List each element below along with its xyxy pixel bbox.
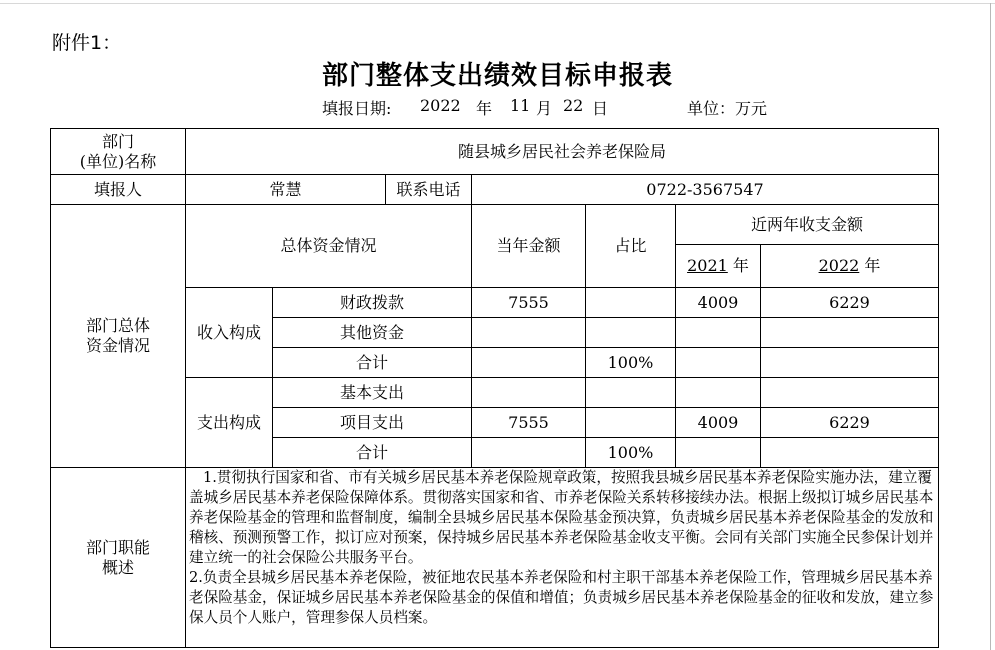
duties-label: 部门职能 概述 [51, 468, 186, 648]
row-2021: 4009 [676, 288, 761, 318]
row-2021 [676, 438, 761, 468]
row-name: 项目支出 [273, 408, 472, 438]
row-ratio [586, 318, 676, 348]
two-year-header: 近两年收支金额 [676, 205, 939, 245]
year-2021-header: 2021 年 [676, 245, 761, 288]
date-day: 22 [563, 96, 584, 115]
overall-funds-header: 总体资金情况 [186, 205, 472, 288]
row-ratio: 100% [586, 438, 676, 468]
dept-name-label: 部门 (单位)名称 [51, 129, 186, 175]
funds-section-label: 部门总体 资金情况 [51, 205, 186, 468]
row-2022 [761, 348, 939, 378]
row-amount [472, 318, 586, 348]
row-ratio [586, 408, 676, 438]
year-2022-header: 2022 年 [761, 245, 939, 288]
row-amount: 7555 [472, 288, 586, 318]
date-year: 2022 [420, 96, 461, 115]
duties-paragraph-2: 2.负责全县城乡居民基本养老保险，被征地农民基本养老保险和村主职干部基本养老保险工作，管理城乡居民基本养老保险基金，保证城乡居民基本养老保险基金的保值和增值；负责城乡居民基本养老保险基金的征收和发放，建立参保人员个人账户，管理参保人员档案。 [189, 569, 934, 626]
row-2022 [761, 378, 939, 408]
form-title: 部门整体支出绩效目标申报表 [321, 61, 673, 91]
row-amount [472, 348, 586, 378]
date-month: 11 [510, 96, 531, 115]
performance-form-table [50, 128, 939, 648]
date-year-unit: 年 [476, 99, 493, 118]
year-2021-value: 2021 [687, 256, 728, 275]
ratio-header: 占比 [586, 205, 676, 288]
date-month-unit: 月 [536, 99, 553, 118]
current-amount-header: 当年金额 [472, 205, 586, 288]
row-amount: 7555 [472, 408, 586, 438]
row-2021 [676, 348, 761, 378]
year-2022-value: 2022 [818, 256, 860, 275]
page-right-edge [990, 3, 991, 650]
row-2022: 6229 [761, 408, 939, 438]
reporter-label: 填报人 [51, 175, 186, 205]
duties-text [186, 468, 939, 648]
date-label: 填报日期: [322, 99, 392, 118]
phone-label: 联系电话 [386, 175, 472, 205]
row-2022 [761, 438, 939, 468]
row-ratio [586, 288, 676, 318]
dept-name-value: 随县城乡居民社会养老保险局 [186, 129, 939, 175]
row-2022: 6229 [761, 288, 939, 318]
row-2021 [676, 378, 761, 408]
row-2021: 4009 [676, 408, 761, 438]
reporter-name: 常慧 [186, 175, 386, 205]
row-name: 合计 [273, 438, 472, 468]
attachment-label: 附件1： [52, 32, 122, 54]
expense-label: 支出构成 [186, 378, 273, 468]
unit-label: 单位：万元 [687, 99, 768, 118]
row-amount [472, 378, 586, 408]
row-name: 财政拨款 [273, 288, 472, 318]
window-top-edge [0, 0, 995, 4]
row-2022 [761, 318, 939, 348]
row-amount [472, 438, 586, 468]
row-ratio: 100% [586, 348, 676, 378]
row-ratio [586, 378, 676, 408]
phone-value: 0722-3567547 [472, 175, 939, 205]
row-name: 合计 [273, 348, 472, 378]
row-name: 基本支出 [273, 378, 472, 408]
duties-paragraph-1: 1.贯彻执行国家和省、市有关城乡居民基本养老保险规章政策，按照我县城乡居民基本养老保险实施办法，建立覆盖城乡居民基本养老保险保障体系。贯彻落实国家和省、市养老保险关系转移接续办法。根据上级拟订城乡居民基本养老保险基金的管理和监督制度，编制全县城乡居民基本保险基金预决算，负责城乡居民基本养老保险基金的发放和稽核、预测预警工作，拟订应对预案，保持城乡居民基本养老保险基金收支平衡。会同有关部门实施全民参保计划并建立统一的社会保险公共服务平台。 [189, 469, 934, 566]
income-label: 收入构成 [186, 288, 273, 378]
date-day-unit: 日 [592, 99, 609, 118]
row-name: 其他资金 [273, 318, 472, 348]
row-2021 [676, 318, 761, 348]
